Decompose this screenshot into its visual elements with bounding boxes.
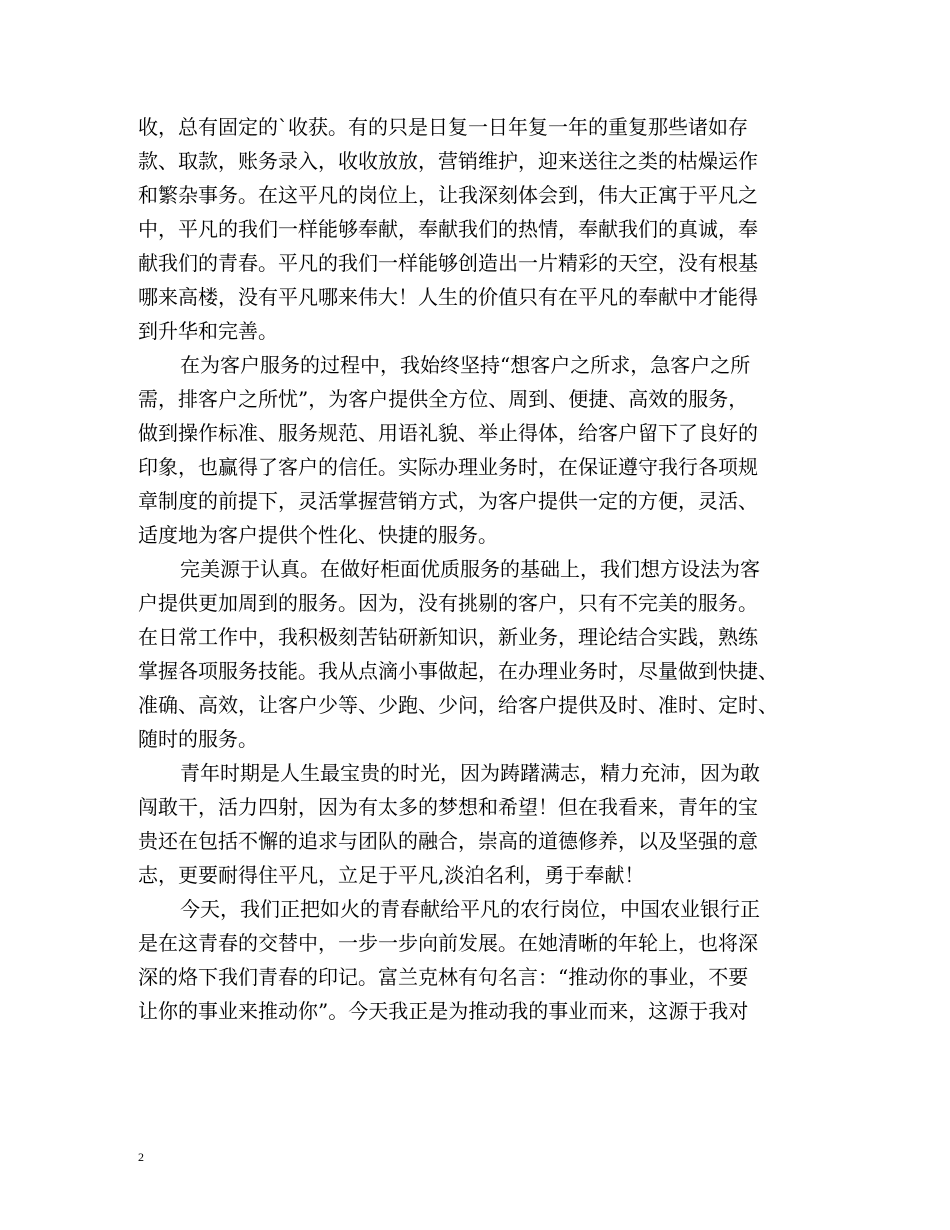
text-line: 款、取款，账务录入，收收放放，营销维护，迎来送往之类的枯燥运作 xyxy=(138,149,758,173)
text-line: 收，总有固定的`收获。有的只是日复一日年复一年的重复那些诸如存 xyxy=(138,115,748,139)
page-number: 2 xyxy=(138,1150,144,1164)
text-line: 需，排客户之所忧”，为客户提供全方位、周到、便捷、高效的服务， xyxy=(138,387,749,411)
text-line: 和繁杂事务。在这平凡的岗位上，让我深刻体会到，伟大正寓于平凡之 xyxy=(138,183,758,207)
text-line: 印象，也赢得了客户的信任。实际办理业务时，在保证遵守我行各项规 xyxy=(138,455,758,479)
text-line: 闯敢干，活力四射，因为有太多的梦想和希望！但在我看来，青年的宝 xyxy=(138,795,758,819)
text-line: 到升华和完善。 xyxy=(138,319,278,343)
text-line: 贵还在包括不懈的追求与团队的融合，崇高的道德修养，以及坚强的意 xyxy=(138,829,758,853)
text-line: 志，更要耐得住平凡，立足于平凡,淡泊名利，勇于奉献！ xyxy=(138,863,645,887)
paragraph-4 xyxy=(138,756,828,892)
text-line: 献我们的青春。平凡的我们一样能够创造出一片精彩的天空，没有根基 xyxy=(138,251,758,275)
text-line: 哪来高楼，没有平凡哪来伟大！人生的价值只有在平凡的奉献中才能得 xyxy=(138,285,758,309)
text-line: 在为客户服务的过程中，我始终坚持“想客户之所求，急客户之所 xyxy=(180,353,751,377)
text-line: 准确、高效，让客户少等、少跑、少问，给客户提供及时、准时、定时、 xyxy=(138,693,778,717)
text-line: 掌握各项服务技能。我从点滴小事做起，在办理业务时，尽量做到快捷、 xyxy=(138,659,778,683)
text-line: 适度地为客户提供个性化、快捷的服务。 xyxy=(138,523,498,547)
text-line: 章制度的前提下，灵活掌握营销方式，为客户提供一定的方便，灵活、 xyxy=(138,489,758,513)
text-line: 完美源于认真。在做好柜面优质服务的基础上，我们想方设法为客 xyxy=(180,557,760,581)
text-line: 户提供更加周到的服务。因为，没有挑剔的客户，只有不完美的服务。 xyxy=(138,591,758,615)
text-line: 是在这青春的交替中，一步一步向前发展。在她清晰的年轮上，也将深 xyxy=(138,931,758,955)
text-line: 随时的服务。 xyxy=(138,727,258,751)
paragraph-5 xyxy=(138,892,828,1028)
document-body xyxy=(138,110,828,1028)
paragraph-2 xyxy=(138,348,828,552)
text-line: 中，平凡的我们一样能够奉献，奉献我们的热情，奉献我们的真诚，奉 xyxy=(138,217,758,241)
text-line: 今天，我们正把如火的青春献给平凡的农行岗位，中国农业银行正 xyxy=(180,897,760,921)
paragraph-1 xyxy=(138,110,828,348)
text-line: 在日常工作中，我积极刻苦钻研新知识，新业务，理论结合实践，熟练 xyxy=(138,625,758,649)
text-line: 让你的事业来推动你”。今天我正是为推动我的事业而来，这源于我对 xyxy=(138,999,749,1023)
text-line: 做到操作标准、服务规范、用语礼貌、举止得体，给客户留下了良好的 xyxy=(138,421,758,445)
text-line: 深的烙下我们青春的印记。富兰克林有句名言：“推动你的事业，不要 xyxy=(138,965,749,989)
paragraph-3 xyxy=(138,552,828,756)
text-line: 青年时期是人生最宝贵的时光，因为踌躇满志，精力充沛，因为敢 xyxy=(180,761,760,785)
